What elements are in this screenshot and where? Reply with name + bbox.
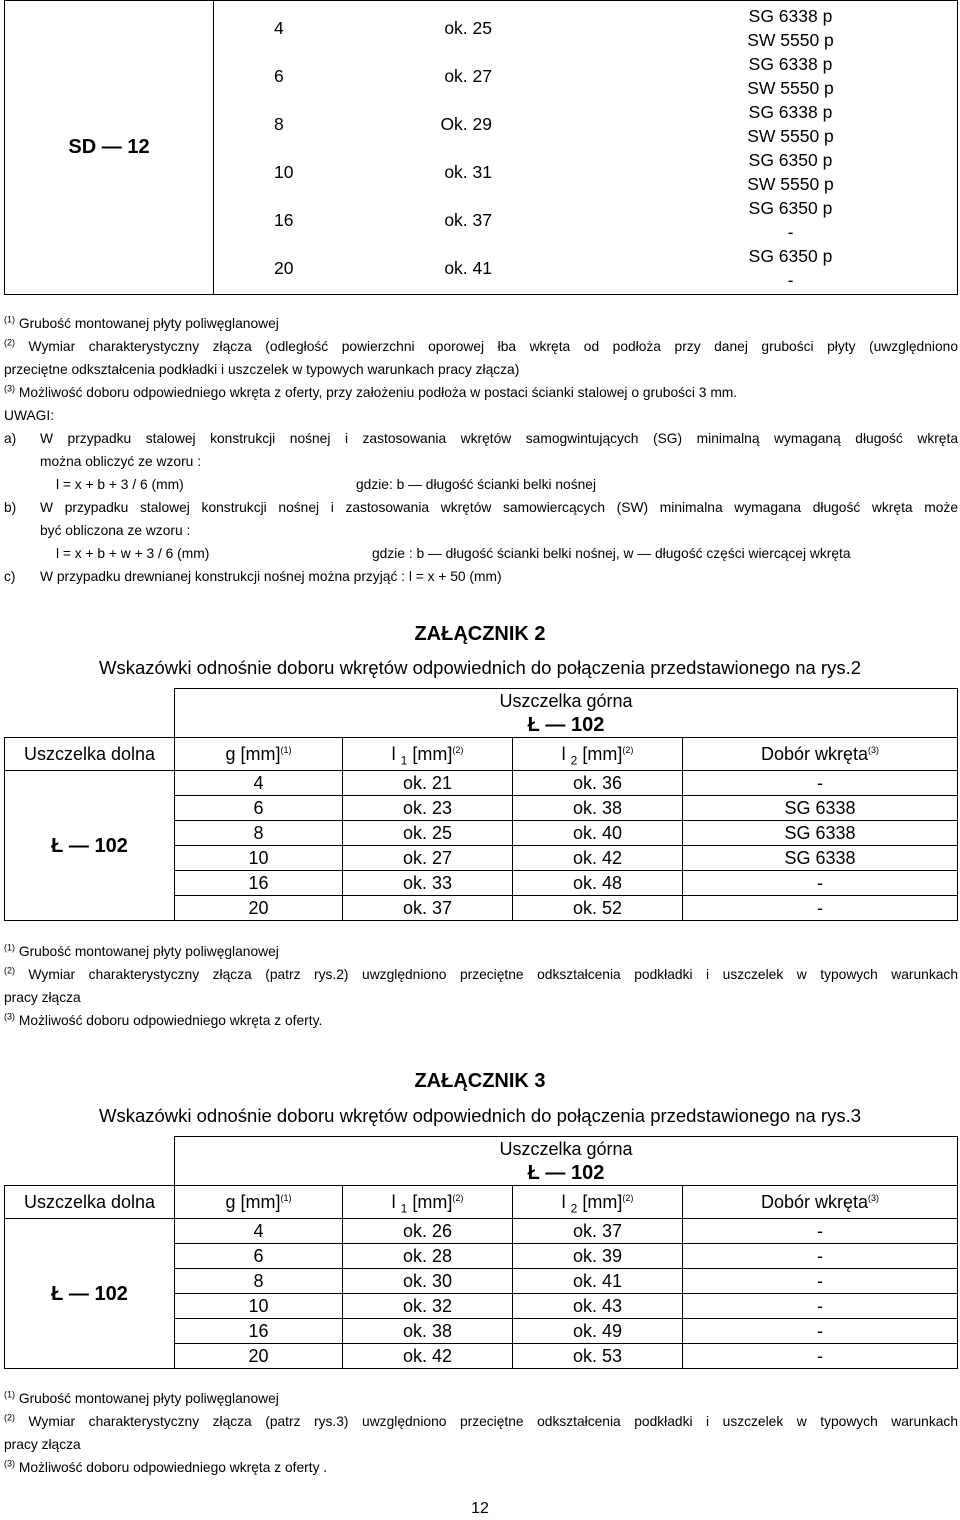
upper-seal-label: Uszczelka górna bbox=[175, 1137, 958, 1162]
footnote-text: Grubość montowanej płyty poliwęglanowej bbox=[18, 316, 279, 331]
note-b-text: W przypadku stalowej konstrukcji nośnej i zastosowania wkrętów samowiercących (SW) minimalna wymagana długość wkręta może bbox=[40, 500, 958, 515]
footnote-3 bbox=[4, 381, 958, 404]
cell-screw: - bbox=[683, 1344, 958, 1369]
page-number: 12 bbox=[471, 1500, 489, 1517]
cell-g: 4 bbox=[175, 771, 343, 796]
l1-value: ok. 25 bbox=[444, 17, 492, 38]
footnote-2-cont: pracy złącza bbox=[4, 1437, 81, 1452]
col-l1-sup: (2) bbox=[452, 1193, 464, 1203]
screw-value: SG 6338 p bbox=[748, 53, 833, 74]
cell-g: 6 bbox=[175, 796, 343, 821]
l1-value: ok. 31 bbox=[444, 161, 492, 182]
col-g-sup: (1) bbox=[280, 745, 292, 755]
cell-l2: ok. 36 bbox=[513, 771, 683, 796]
footnote-text: Grubość montowanej płyty poliwęglanowej bbox=[18, 944, 279, 959]
l1-value: ok. 37 bbox=[444, 209, 492, 230]
cell-g: 16 bbox=[175, 871, 343, 896]
cell-l1: ok. 38 bbox=[343, 1319, 513, 1344]
l1-column bbox=[326, 1, 504, 295]
cell-l2: ok. 49 bbox=[513, 1319, 683, 1344]
footnote-1 bbox=[4, 312, 958, 335]
notes-heading: UWAGI: bbox=[4, 408, 55, 423]
cell-l2: ok. 52 bbox=[513, 896, 683, 921]
note-a-mark: a) bbox=[4, 431, 17, 446]
footnote-2 bbox=[4, 1410, 958, 1433]
cell-l1: ok. 42 bbox=[343, 1344, 513, 1369]
footnote-mark: (1) bbox=[4, 942, 15, 953]
cell-l1: ok. 32 bbox=[343, 1294, 513, 1319]
note-b-formula: l = x + b + w + 3 / 6 (mm) bbox=[56, 546, 210, 561]
cell-l1: ok. 21 bbox=[343, 771, 513, 796]
footnotes-block bbox=[4, 312, 958, 588]
col-l1-unit: [mm] bbox=[412, 1192, 453, 1212]
l1-value: ok. 27 bbox=[444, 65, 492, 86]
col-l2-unit: [mm] bbox=[582, 1192, 623, 1212]
cell-l1: ok. 28 bbox=[343, 1244, 513, 1269]
note-c-line bbox=[4, 565, 958, 588]
col-l1-sub: 1 bbox=[400, 753, 408, 768]
note-b-mark: b) bbox=[4, 500, 17, 515]
g-value: 6 bbox=[274, 65, 284, 86]
attachment2-table bbox=[4, 688, 958, 921]
footnote-text: Wymiar charakterystyczny złącza (patrz rys.2) uwzględniono przeciętne odkształcenia podkładki i uszczelek w typowych warunkach bbox=[28, 967, 958, 982]
cell-screw: - bbox=[683, 1244, 958, 1269]
cell-l2: ok. 41 bbox=[513, 1269, 683, 1294]
footnote-mark: (3) bbox=[4, 383, 15, 394]
screw-value: SG 6350 p bbox=[748, 197, 833, 218]
note-b-where: gdzie : b — długość ścianki belki nośnej, w — długość części wiercącej wkręta bbox=[372, 546, 851, 561]
footnote-mark: (2) bbox=[4, 337, 15, 348]
col-screw-sup: (3) bbox=[868, 745, 880, 755]
attachment2-subtitle: Wskazówki odnośnie doboru wkrętów odpowiednich do połączenia przedstawionego na rys.2 bbox=[98, 657, 862, 678]
cell-g: 10 bbox=[175, 1294, 343, 1319]
g-value: 20 bbox=[274, 257, 294, 278]
cell-g: 20 bbox=[175, 896, 343, 921]
cell-screw: - bbox=[683, 1294, 958, 1319]
screw-value: SG 6338 p bbox=[748, 5, 833, 26]
cell-g: 8 bbox=[175, 821, 343, 846]
g-value: 16 bbox=[274, 209, 294, 230]
col-screw-label: Dobór wkręta bbox=[760, 744, 869, 764]
cell-g: 4 bbox=[175, 1219, 343, 1244]
screw-value: SW 5550 p bbox=[747, 77, 834, 98]
attachment3-table bbox=[4, 1136, 958, 1369]
footnote-1 bbox=[4, 1387, 958, 1410]
col-g-sup: (1) bbox=[280, 1193, 292, 1203]
screw-value: - bbox=[787, 221, 794, 242]
col-g bbox=[175, 738, 343, 771]
note-a-line2: można obliczyć ze wzoru : bbox=[40, 454, 202, 469]
note-b-formula-row bbox=[4, 542, 958, 565]
footnote-2 bbox=[4, 963, 958, 986]
upper-seal-label: Uszczelka górna bbox=[175, 689, 958, 714]
screw-column bbox=[504, 1, 958, 295]
footnote-text: Wymiar charakterystyczny złącza (odległość powierzchni oporowej łba wkręta od podłoża przy danej grubości płyty (uwzględniono bbox=[28, 339, 958, 354]
footnote-2-cont: pracy złącza bbox=[4, 990, 81, 1005]
col-g-label: g [mm] bbox=[225, 744, 281, 764]
col-l2 bbox=[513, 738, 683, 771]
col-screw bbox=[683, 1186, 958, 1219]
cell-l1: ok. 37 bbox=[343, 896, 513, 921]
col-l2-sub: 2 bbox=[570, 1201, 578, 1216]
note-a-where: gdzie: b — długość ścianki belki nośnej bbox=[356, 477, 597, 492]
col-screw bbox=[683, 738, 958, 771]
col-l1 bbox=[343, 1186, 513, 1219]
col-l1-sup: (2) bbox=[452, 745, 464, 755]
col-lower-seal: Uszczelka dolna bbox=[5, 1186, 175, 1219]
cell-l1: ok. 33 bbox=[343, 871, 513, 896]
footnote-mark: (2) bbox=[4, 965, 15, 976]
footnote-3 bbox=[4, 1009, 958, 1032]
attachment2-title: ZAŁĄCZNIK 2 bbox=[414, 623, 546, 645]
footnote-text: Możliwość doboru odpowiedniego wkręta z oferty, przy założeniu podłoża w postaci ścianki stalowej o grubości 3 mm. bbox=[18, 385, 738, 400]
note-a-line1 bbox=[4, 427, 958, 450]
note-b-line2: być obliczona ze wzoru : bbox=[40, 523, 191, 538]
footnote-2-cont: przeciętne odkształcenia podkładki i uszczelek w typowych warunkach pracy złącza) bbox=[4, 362, 520, 377]
upper-seal-value: Ł — 102 bbox=[175, 713, 958, 738]
footnote-mark: (1) bbox=[4, 1389, 15, 1400]
cell-g: 16 bbox=[175, 1319, 343, 1344]
cell-screw: - bbox=[683, 1319, 958, 1344]
note-c-text: W przypadku drewnianej konstrukcji nośnej można przyjąć : l = x + 50 (mm) bbox=[40, 569, 502, 584]
attachment2-header-row bbox=[5, 738, 958, 771]
cell-l2: ok. 42 bbox=[513, 846, 683, 871]
cell-screw: SG 6338 bbox=[683, 821, 958, 846]
attachment3-header-row bbox=[5, 1186, 958, 1219]
footnote-text: Możliwość doboru odpowiedniego wkręta z oferty. bbox=[18, 1013, 323, 1028]
cell-screw: - bbox=[683, 1269, 958, 1294]
cell-screw: - bbox=[683, 771, 958, 796]
col-l1 bbox=[343, 738, 513, 771]
footnote-mark: (3) bbox=[4, 1011, 15, 1022]
col-l1-label: l bbox=[391, 1192, 396, 1212]
cell-l2: ok. 53 bbox=[513, 1344, 683, 1369]
screw-value: SW 5550 p bbox=[747, 125, 834, 146]
attachment3-subtitle: Wskazówki odnośnie doboru wkrętów odpowiednich do połączenia przedstawionego na rys.3 bbox=[98, 1105, 862, 1126]
cell-l2: ok. 43 bbox=[513, 1294, 683, 1319]
cell-l2: ok. 40 bbox=[513, 821, 683, 846]
note-a-formula: l = x + b + 3 / 6 (mm) bbox=[56, 477, 184, 492]
attachment2-footnotes bbox=[4, 940, 958, 1032]
g-value: 4 bbox=[274, 17, 284, 38]
lower-seal-value: Ł — 102 bbox=[5, 1219, 175, 1369]
top-screw-table bbox=[4, 0, 958, 295]
note-a-formula-row bbox=[4, 473, 958, 496]
table-row bbox=[5, 771, 958, 796]
footnote-text: Możliwość doboru odpowiedniego wkręta z oferty . bbox=[18, 1460, 328, 1475]
screw-value: - bbox=[787, 269, 794, 290]
note-c-mark: c) bbox=[4, 569, 16, 584]
g-column bbox=[214, 1, 327, 295]
l1-value: Ok. 29 bbox=[440, 113, 492, 134]
col-l1-sub: 1 bbox=[400, 1201, 408, 1216]
cell-screw: SG 6338 bbox=[683, 846, 958, 871]
col-l2-unit: [mm] bbox=[582, 744, 623, 764]
screw-value: SG 6350 p bbox=[748, 245, 833, 266]
cell-g: 10 bbox=[175, 846, 343, 871]
table-row bbox=[5, 1219, 958, 1244]
cell-screw: - bbox=[683, 1219, 958, 1244]
footnote-3 bbox=[4, 1456, 958, 1479]
cell-l1: ok. 30 bbox=[343, 1269, 513, 1294]
footnote-1 bbox=[4, 940, 958, 963]
attachment3-footnotes bbox=[4, 1387, 958, 1479]
footnote-2 bbox=[4, 335, 958, 358]
cell-g: 6 bbox=[175, 1244, 343, 1269]
col-l2-sup: (2) bbox=[622, 1193, 634, 1203]
screw-value: SW 5550 p bbox=[747, 173, 834, 194]
cell-l1: ok. 25 bbox=[343, 821, 513, 846]
col-lower-seal: Uszczelka dolna bbox=[5, 738, 175, 771]
cell-l1: ok. 23 bbox=[343, 796, 513, 821]
l1-value: ok. 41 bbox=[444, 257, 492, 278]
cell-screw: - bbox=[683, 896, 958, 921]
g-value: 10 bbox=[274, 161, 294, 182]
col-l2-sub: 2 bbox=[570, 753, 578, 768]
footnote-mark: (1) bbox=[4, 314, 15, 325]
col-screw-label: Dobór wkręta bbox=[760, 1192, 869, 1212]
cell-screw: SG 6338 bbox=[683, 796, 958, 821]
col-l2 bbox=[513, 1186, 683, 1219]
cell-l2: ok. 39 bbox=[513, 1244, 683, 1269]
col-g bbox=[175, 1186, 343, 1219]
screw-value: SG 6350 p bbox=[748, 149, 833, 170]
col-l1-unit: [mm] bbox=[412, 744, 453, 764]
cell-l1: ok. 26 bbox=[343, 1219, 513, 1244]
upper-seal-value: Ł — 102 bbox=[175, 1161, 958, 1186]
cell-screw: - bbox=[683, 871, 958, 896]
cell-l2: ok. 48 bbox=[513, 871, 683, 896]
cell-g: 20 bbox=[175, 1344, 343, 1369]
footnote-mark: (3) bbox=[4, 1458, 15, 1469]
footnote-text: Grubość montowanej płyty poliwęglanowej bbox=[18, 1391, 279, 1406]
col-l2-label: l bbox=[561, 744, 566, 764]
cell-l2: ok. 37 bbox=[513, 1219, 683, 1244]
col-l2-label: l bbox=[561, 1192, 566, 1212]
note-a-text: W przypadku stalowej konstrukcji nośnej i zastosowania wkrętów samogwintujących (SG) minimalną wymaganą długość wkręta bbox=[40, 431, 958, 446]
screw-value: SW 5550 p bbox=[747, 29, 834, 50]
col-g-label: g [mm] bbox=[225, 1192, 281, 1212]
attachment3-title: ZAŁĄCZNIK 3 bbox=[414, 1070, 546, 1092]
footnote-mark: (2) bbox=[4, 1412, 15, 1423]
cell-l2: ok. 38 bbox=[513, 796, 683, 821]
screw-value: SG 6338 p bbox=[748, 101, 833, 122]
note-b-line1 bbox=[4, 496, 958, 519]
cell-l1: ok. 27 bbox=[343, 846, 513, 871]
g-value: 8 bbox=[274, 113, 284, 134]
cell-g: 8 bbox=[175, 1269, 343, 1294]
col-l1-label: l bbox=[391, 744, 396, 764]
col-l2-sup: (2) bbox=[622, 745, 634, 755]
group-label: SD — 12 bbox=[5, 1, 214, 295]
footnote-text: Wymiar charakterystyczny złącza (patrz rys.3) uwzględniono przeciętne odkształcenia podkładki i uszczelek w typowych warunkach bbox=[28, 1414, 958, 1429]
lower-seal-value: Ł — 102 bbox=[5, 771, 175, 921]
col-screw-sup: (3) bbox=[868, 1193, 880, 1203]
